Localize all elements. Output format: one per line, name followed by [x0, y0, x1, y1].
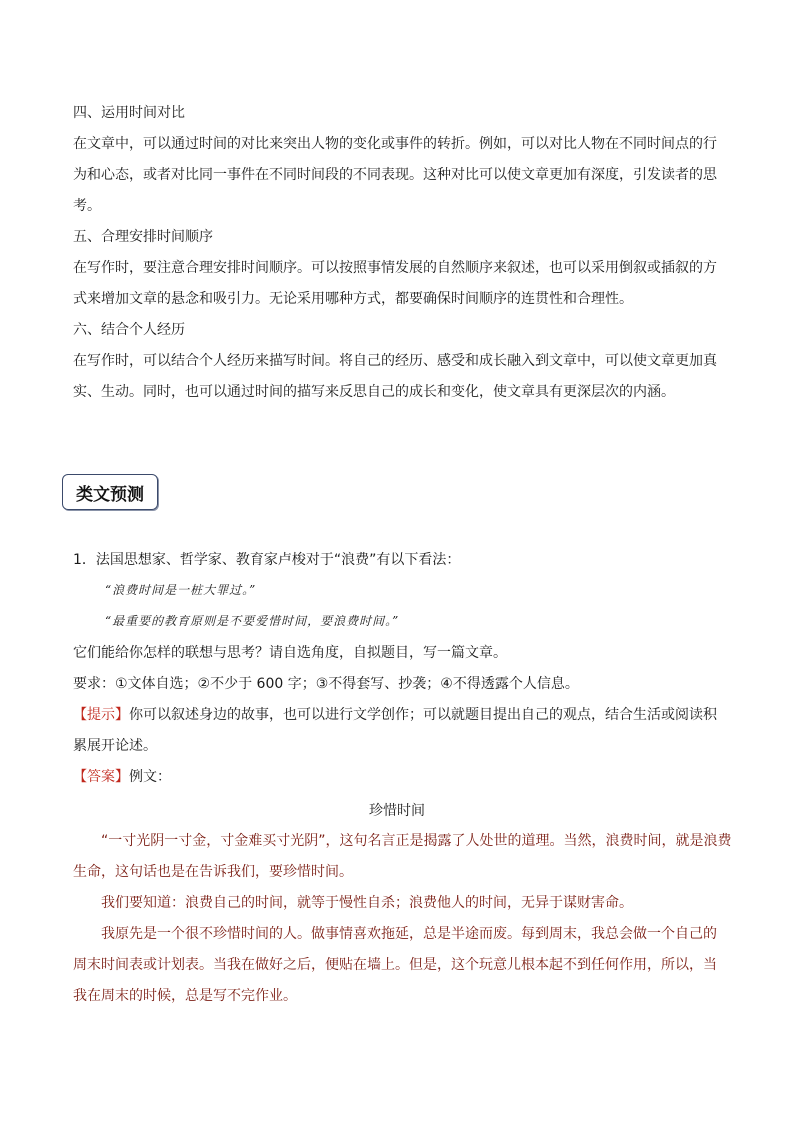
essay-line: “一寸光阴一寸金，寸金难买寸光阴”，这句名言正是揭露了人处世的道理。当然，浪费时间，就是浪费 [101, 833, 732, 849]
quote-line: “浪费时间是一桩大罪过。” [105, 583, 257, 597]
essay-line: 生命，这句话也是在告诉我们，要珍惜时间。 [73, 864, 353, 880]
essay-line: 我们要知道：浪费自己的时间，就等于慢性自杀；浪费他人的时间，无异于谋财害命。 [101, 895, 633, 911]
question-prompt: 它们能给你怎样的联想与思考？请自选角度，自拟题目，写一篇文章。 [73, 645, 507, 661]
hint-line [73, 700, 723, 731]
paragraph-line: 式来增加文章的悬念和吸引力。无论采用哪种方式，都要确保时间顺序的连贯性和合理性。 [73, 291, 633, 307]
essay-line: 周末时间表或计划表。当我在做好之后，便贴在墙上。但是，这个玩意儿根本起不到任何作用，所以，当 [73, 957, 717, 973]
hint-tag: 【提示】 [73, 707, 129, 723]
paragraph-line: 实、生动。同时，也可以通过时间的描写来反思自己的成长和变化，使文章具有更深层次的内涵。 [73, 384, 675, 400]
paragraph-line: 在写作时，可以结合个人经历来描写时间。将自己的经历、感受和成长融入到文章中，可以使文章更加真 [73, 353, 717, 369]
hint-text: 你可以叙述身边的故事，也可以进行文学创作；可以就题目提出自己的观点，结合生活或阅读积 [129, 707, 717, 723]
section-heading: 四、运用时间对比 [73, 105, 185, 121]
answer-line [73, 762, 723, 793]
essay-line: 我在周末的时候，总是写不完作业。 [73, 988, 297, 1004]
essay-title: 珍惜时间 [369, 803, 425, 819]
question-stem: 1．法国思想家、哲学家、教育家卢梭对于“浪费”有以下看法： [73, 552, 461, 568]
hint-line: 累展开论述。 [73, 738, 157, 754]
paragraph-line: 考。 [73, 198, 101, 214]
section-heading: 六、结合个人经历 [73, 322, 185, 338]
question-requirements: 要求：①文体自选；②不少于 600 字；③不得套写、抄袭；④不得透露个人信息。 [73, 676, 579, 692]
essay-line: 我原先是一个很不珍惜时间的人。做事情喜欢拖延，总是半途而废。每到周末，我总会做一个自己的 [101, 926, 717, 942]
section-heading: 五、合理安排时间顺序 [73, 229, 213, 245]
answer-tag: 【答案】 [73, 769, 129, 785]
paragraph-line: 为和心态，或者对比同一事件在不同时间段的不同表现。这种对比可以使文章更加有深度，引发读者的思 [73, 167, 717, 183]
answer-label: 例文： [129, 769, 171, 785]
quote-line: “最重要的教育原则是不要爱惜时间，要浪费时间。” [105, 614, 400, 628]
paragraph-line: 在文章中，可以通过时间的对比来突出人物的变化或事件的转折。例如，可以对比人物在不同时间点的行 [73, 136, 717, 152]
paragraph-line: 在写作时，要注意合理安排时间顺序。可以按照事情发展的自然顺序来叙述，也可以采用倒叙或插叙的方 [73, 260, 717, 276]
section-title-box: 类文预测 [62, 474, 158, 510]
